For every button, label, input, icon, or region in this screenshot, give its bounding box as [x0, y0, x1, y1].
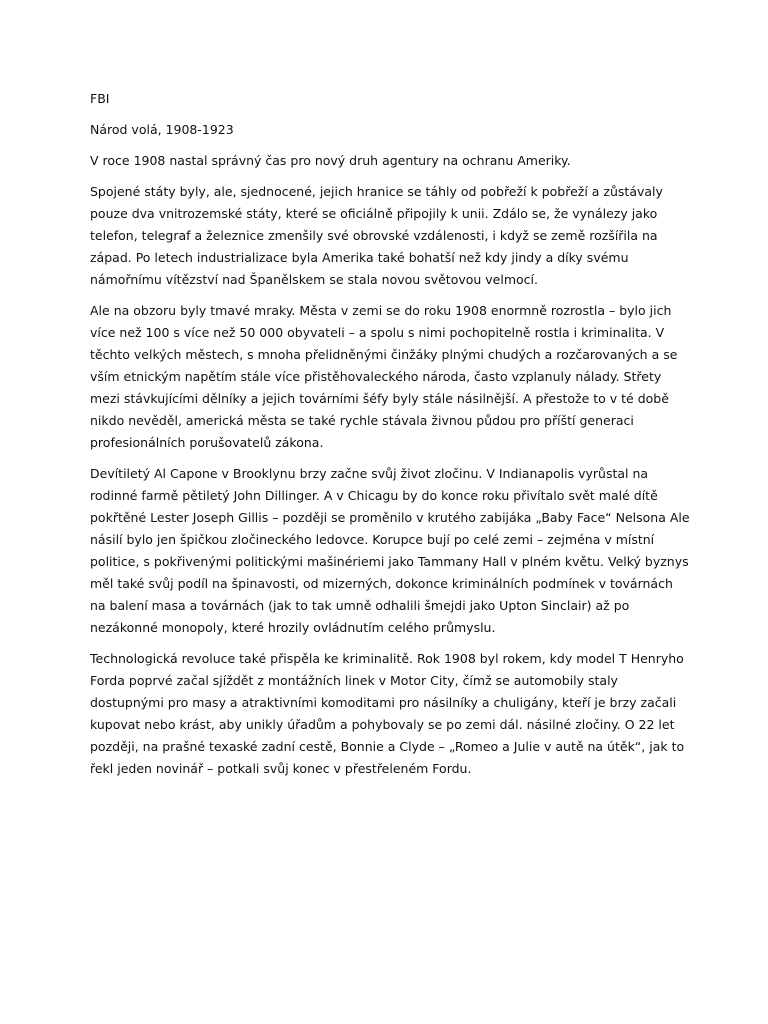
paragraph-3: Ale na obzoru byly tmavé mraky. Města v zemi se do roku 1908 enormně rozrostla – bylo jich více než 100 s více než 50 000 obyvateli – a spolu s nimi pochopitelně rostla i kriminalita. V těchto velkých městech, s mnoha přelidněnými činžáky plnými chudých a rozčarovaných a se vším etnickým napětím stále více přistěhovaleckého národa, často vzplanuly nálady. Střety mezi stávkujícími dělníky a jejich továrními šéfy byly stále násilnější. A přestože to v té době nikdo nevěděl, americká města se také rychle stávala živnou půdou pro příští generaci profesionálních porušovatelů zákona.	[90, 303, 678, 450]
paragraph-4: Devítiletý Al Capone v Brooklynu brzy začne svůj život zločinu. V Indianapolis vyrůstal na rodinné farmě pětiletý John Dillinger. A v Chicagu by do konce roku přivítalo svět malé dítě pokřtěné Lester Joseph Gillis – později se proměnilo v krutého zabijáka „Baby Face“ Nelsona Ale násilí bylo jen špičkou zločineckého ledovce. Korupce bují po celé zemi – zejména v místní politice, s pokřivenými politickými mašinériemi jako Tammany Hall v plném květu. Velký byznys měl také svůj podíl na špinavosti, od mizerných, dokonce kriminálních podmínek v továrnách na balení masa a továrnách (jak to tak umně odhalili šmejdi jako Upton Sinclair) až po nezákonné monopoly, které hrozily ovládnutím celého průmyslu.	[90, 466, 690, 635]
paragraph-2: Spojené státy byly, ale, sjednocené, jejich hranice se táhly od pobřeží k pobřeží a zůstávaly pouze dva vnitrozemské státy, které se oficiálně připojily k unii. Zdálo se, že vynálezy jako telefon, telegraf a železnice zmenšily své obrovské vzdálenosti, i když se země rozšířila na západ. Po letech industrializace byla Amerika také bohatší než kdy jindy a díky svému námořnímu vítězství nad Španělskem se stala novou světovou velmocí.	[90, 184, 663, 287]
document-subtitle: Národ volá, 1908-1923	[90, 122, 234, 137]
paragraph-5: Technologická revoluce také přispěla ke kriminalitě. Rok 1908 byl rokem, kdy model T Henryho Forda poprvé začal sjíždět z montážních linek v Motor City, čímž se automobily staly dostupnými pro masy a atraktivními komoditami pro násilníky a chuligány, kteří je brzy začali kupovat nebo krást, aby unikly úřadům a pohybovaly se po zemi dál. násilné zločiny. O 22 let později, na prašné texaské zadní cestě, Bonnie a Clyde – „Romeo a Julie v autě na útěk“, jak to řekl jeden novinář – potkali svůj konec v přestřeleném Fordu.	[90, 651, 685, 776]
document-title: FBI	[90, 91, 110, 106]
paragraph-1: V roce 1908 nastal správný čas pro nový druh agentury na ochranu Ameriky.	[90, 153, 571, 168]
document-page	[90, 88, 690, 789]
